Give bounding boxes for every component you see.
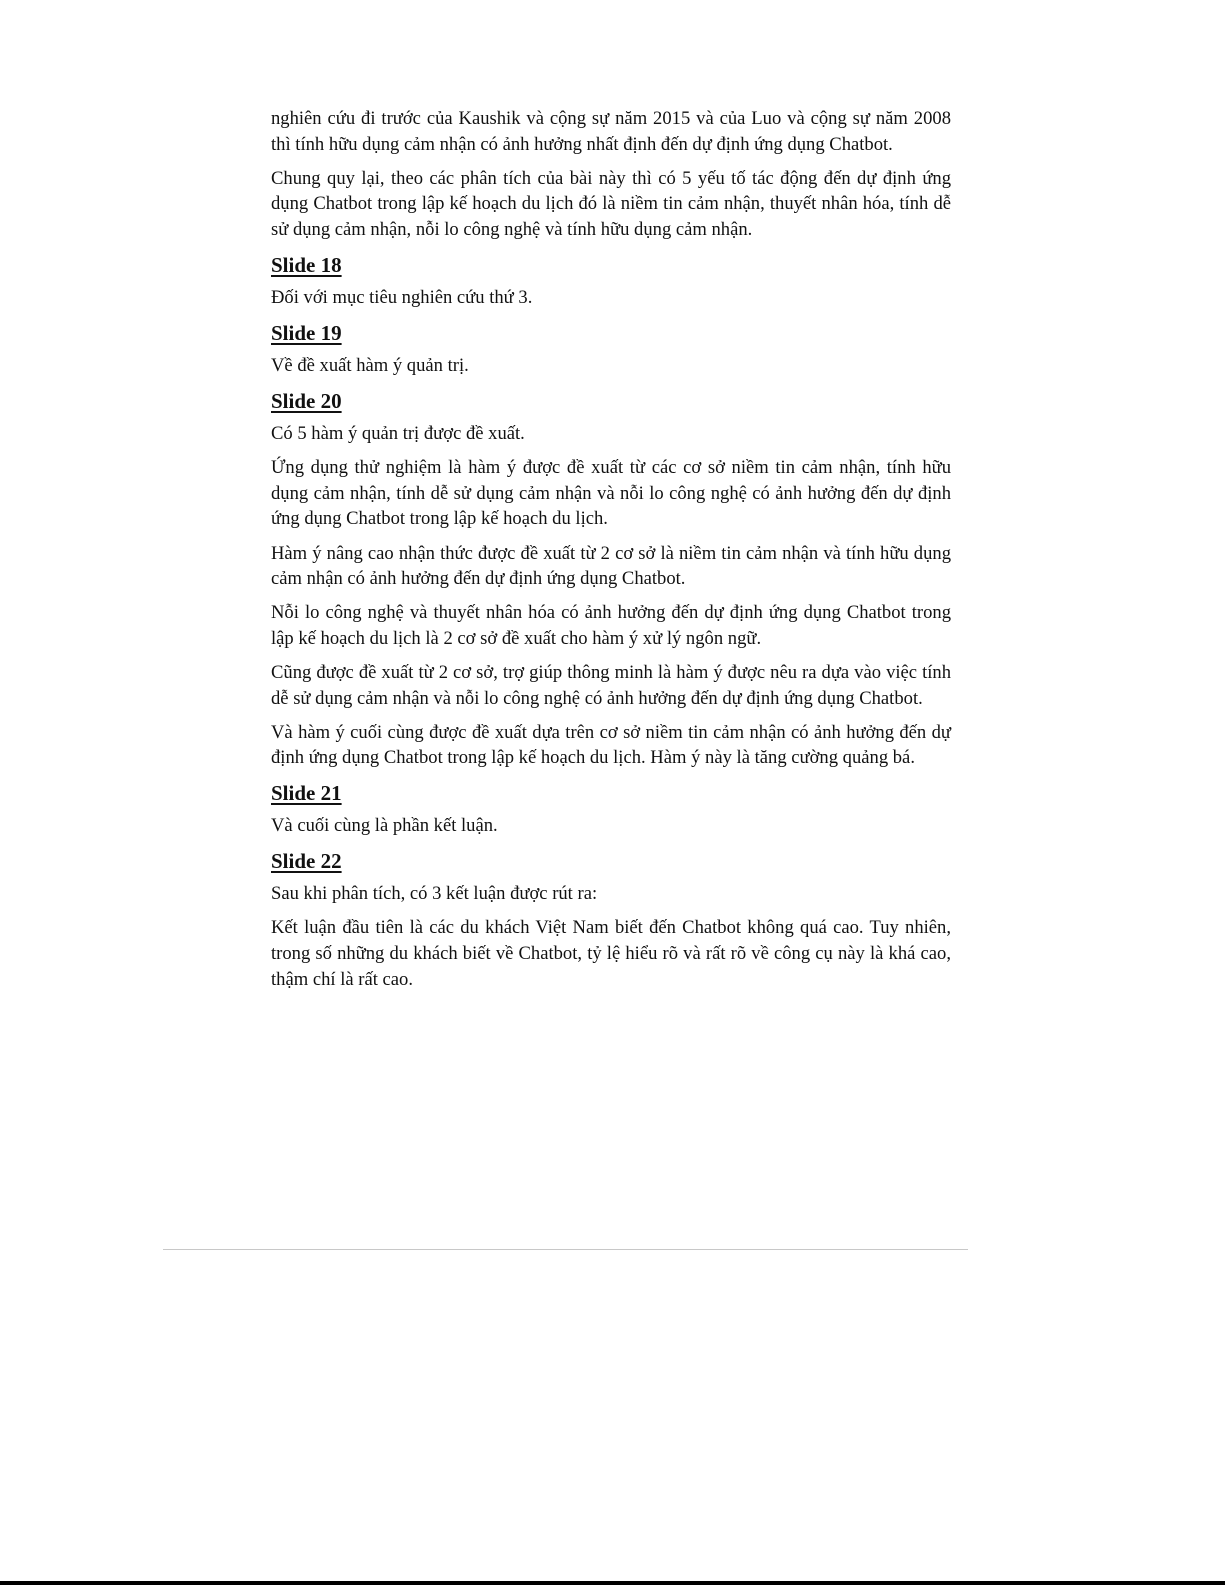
paragraph-first-conclusion: Kết luận đầu tiên là các du khách Việt Nam biết đến Chatbot không quá cao. Tuy nhiên, trong số những du khách biết về Chatbot, tỷ lệ hiểu rõ và rất rõ về công cụ này là khá cao, thậm chí là rất cao. — [271, 917, 951, 990]
heading-slide-20: Slide 20 — [271, 389, 342, 414]
paragraph-prior-research: nghiên cứu đi trước của Kaushik và cộng sự năm 2015 và của Luo và cộng sự năm 2008 thì tính hữu dụng cảm nhận có ảnh hưởng nhất định đến dự định ứng dụng Chatbot. — [271, 108, 951, 155]
paragraph-trial-application: Ứng dụng thử nghiệm là hàm ý được đề xuất từ các cơ sở niềm tin cảm nhận, tính hữu dụng cảm nhận, tính dễ sử dụng cảm nhận và nỗi lo công nghệ có ảnh hưởng đến dự định ứng dụng Chatbot trong lập kế hoạch du lịch. — [271, 457, 951, 530]
paragraph-promotion: Và hàm ý cuối cùng được đề xuất dựa trên cơ sở niềm tin cảm nhận có ảnh hưởng đến dự định ứng dụng Chatbot trong lập kế hoạch du lịch. Hàm ý này là tăng cường quảng bá. — [271, 721, 951, 769]
paragraph-three-conclusions: Sau khi phân tích, có 3 kết luận được rút ra: — [271, 883, 598, 905]
page-bottom-edge — [0, 1581, 1225, 1585]
paragraph-language-processing: Nỗi lo công nghệ và thuyết nhân hóa có ảnh hưởng đến dự định ứng dụng Chatbot trong lập kế hoạch du lịch là 2 cơ sở đề xuất cho hàm ý xử lý ngôn ngữ. — [271, 602, 951, 649]
heading-slide-22: Slide 22 — [271, 849, 342, 874]
paragraph-summary-five-factors: Chung quy lại, theo các phân tích của bài này thì có 5 yếu tố tác động đến dự định ứng dụng Chatbot trong lập kế hoạch du lịch đó là niềm tin cảm nhận, thuyết nhân hóa, tính dễ sử dụng cảm nhận, nỗi lo công nghệ và tính hữu dụng cảm nhận. — [271, 167, 951, 240]
paragraph-research-objective-3: Đối với mục tiêu nghiên cứu thứ 3. — [271, 286, 533, 308]
paragraph-smart-assistant: Cũng được đề xuất từ 2 cơ sở, trợ giúp thông minh là hàm ý được nêu ra dựa vào việc tính dễ sử dụng cảm nhận và nỗi lo công nghệ có ảnh hưởng đến dự định ứng dụng Chatbot. — [271, 661, 951, 709]
paragraph-raise-awareness: Hàm ý nâng cao nhận thức được đề xuất từ 2 cơ sở là niềm tin cảm nhận và tính hữu dụng cảm nhận có ảnh hưởng đến dự định ứng dụng Chatbot. — [271, 542, 951, 590]
paragraph-conclusion-intro: Và cuối cùng là phần kết luận. — [271, 815, 498, 837]
paragraph-five-implications: Có 5 hàm ý quản trị được đề xuất. — [271, 423, 525, 445]
page-footer-divider — [163, 1249, 968, 1250]
document-body — [271, 106, 951, 1001]
paragraph-management-implications: Về đề xuất hàm ý quản trị. — [271, 355, 469, 377]
heading-slide-18: Slide 18 — [271, 252, 342, 277]
heading-slide-19: Slide 19 — [271, 321, 342, 346]
heading-slide-21: Slide 21 — [271, 781, 342, 806]
